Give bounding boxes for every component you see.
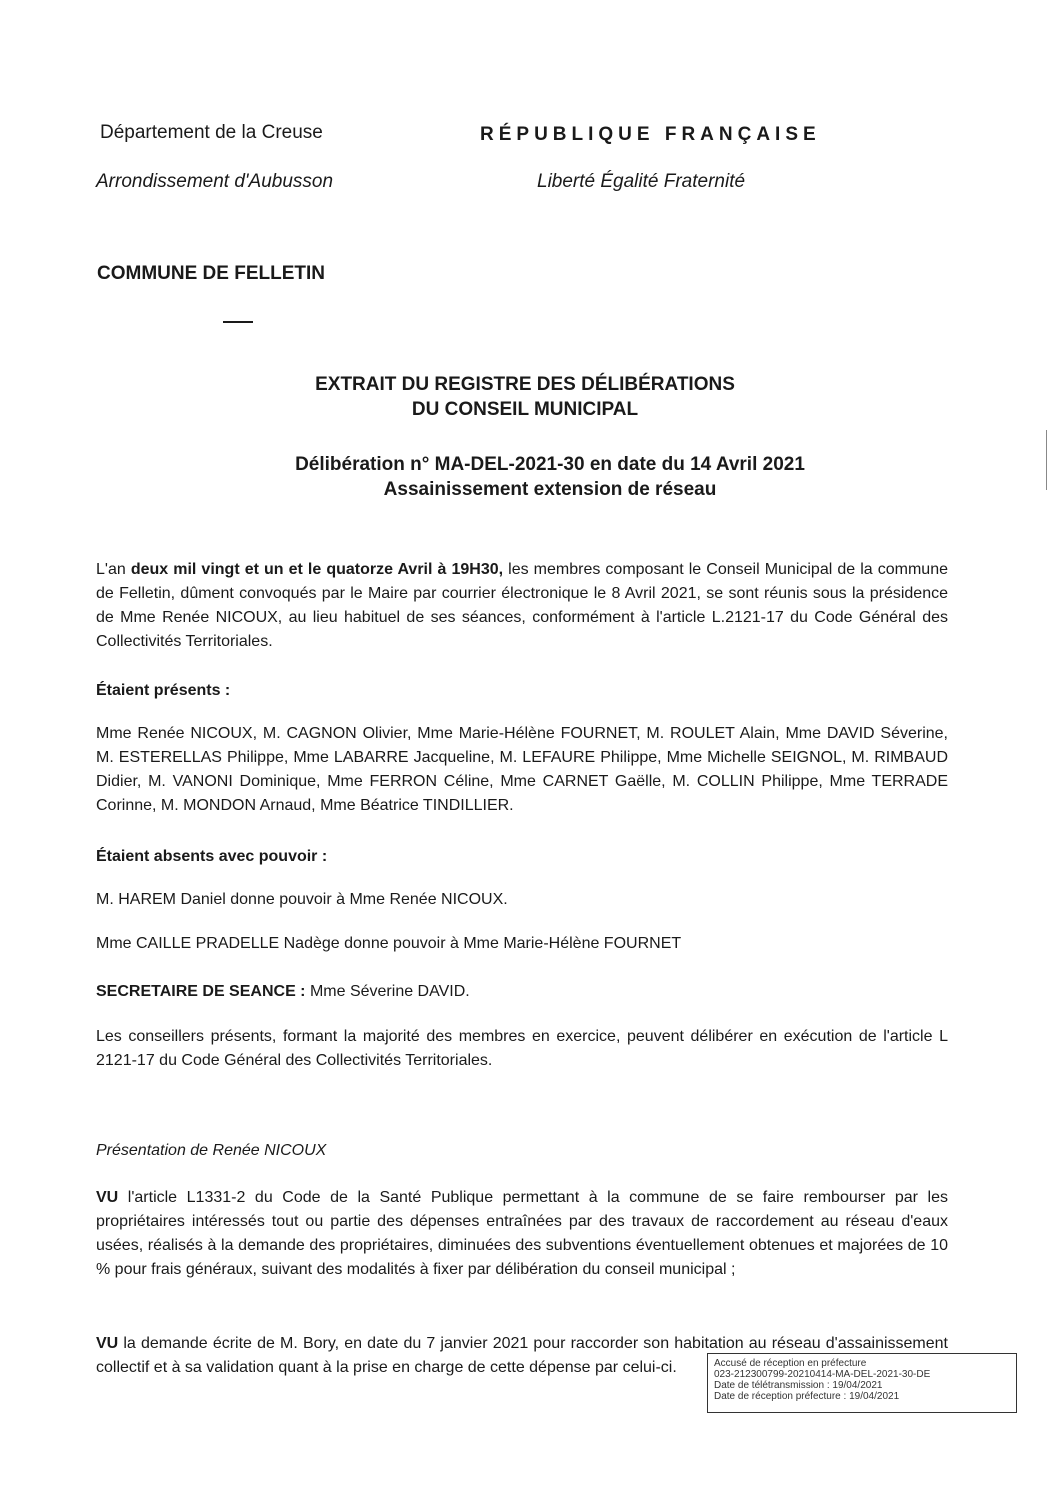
vu1-label: VU xyxy=(96,1189,119,1206)
vu2-label: VU xyxy=(96,1335,119,1352)
separator-dash xyxy=(223,321,253,323)
secretary-label: SECRETAIRE DE SEANCE : xyxy=(96,983,306,1000)
stamp-line-2: 023-212300799-20210414-MA-DEL-2021-30-DE xyxy=(714,1369,931,1380)
republic-heading: RÉPUBLIQUE FRANÇAISE xyxy=(480,124,821,145)
deliberation-subject: Assainissement extension de réseau xyxy=(383,479,717,500)
register-title-line1: EXTRAIT DU REGISTRE DES DÉLIBÉRATIONS xyxy=(315,374,735,395)
motto-label: Liberté Égalité Fraternité xyxy=(537,171,746,192)
proxy-line-2: Mme CAILLE PRADELLE Nadège donne pouvoir à Mme Marie-Hélène FOURNET xyxy=(96,935,682,952)
secretary-value: Mme Séverine DAVID. xyxy=(305,983,470,1000)
stamp-line-1: Accusé de réception en préfecture xyxy=(714,1358,867,1369)
intro-start: L'an xyxy=(96,561,131,578)
prefecture-receipt-stamp xyxy=(707,1353,1017,1413)
stamp-line-4: Date de réception préfecture : 19/04/2021 xyxy=(714,1391,900,1402)
quorum-paragraph: Les conseillers présents, formant la majorité des membres en exercice, peuvent délibérer en exécution de l'article L 2121-17 du Code Général des Collectivités Territoriales. xyxy=(96,1028,948,1069)
vu2-text: la demande écrite de M. Bory, en date du 7 janvier 2021 pour raccorder son habitation au réseau d'assainissement collectif et à sa validation quant à la prise en charge de cette dépense par celui-ci. xyxy=(96,1335,948,1376)
vu1-text: l'article L1331-2 du Code de la Santé Publique permettant à la commune de se faire rembourser par les propriétaires intéressés tout ou partie des dépenses entraînées par des travaux de raccordement au réseau d'eaux usées, réalisés à la demande des propriétaires, diminuées des subventions éventuellement obtenues et majorées de 10 % pour frais généraux, suivant des modalités à fixer par délibération du conseil municipal ; xyxy=(96,1189,948,1278)
present-list: Mme Renée NICOUX, M. CAGNON Olivier, Mme Marie-Hélène FOURNET, M. ROULET Alain, Mme DAVID Séverine, M. ESTERELLAS Philippe, Mme LABARRE Jacqueline, M. LEFAURE Philippe, Mme Michelle SEIGNOL, M. RIMBAUD Didier, M. VANONI Dominique, Mme FERRON Céline, Mme CARNET Gaëlle, M. COLLIN Philippe, Mme TERRADE Corinne, M. MONDON Arnaud, Mme Béatrice TINDILLIER. xyxy=(96,725,948,814)
present-heading: Étaient présents : xyxy=(96,682,231,699)
intro-paragraph xyxy=(96,558,948,654)
presentation-line: Présentation de Renée NICOUX xyxy=(96,1142,327,1159)
register-title-line2: DU CONSEIL MUNICIPAL xyxy=(411,399,639,420)
scan-edge-mark xyxy=(1046,430,1047,490)
arrondissement-label: Arrondissement d'Aubusson xyxy=(96,171,334,192)
intro-rest: les membres composant le Conseil Municipal de la commune de Felletin, dûment convoqués par le Maire par courrier électronique le 8 Avril 2021, se sont réunis sous la présidence de Mme Renée NICOUX, au lieu habituel de ses séances, conformément à l'article L.2121-17 du Code Général des Collectivités Territoriales. xyxy=(96,561,948,650)
secretary-line xyxy=(96,980,470,1004)
deliberation-number: Délibération n° MA-DEL-2021-30 en date du 14 Avril 2021 xyxy=(295,454,805,475)
department-label: Département de la Creuse xyxy=(100,122,323,143)
stamp-line-3: Date de télétransmission : 19/04/2021 xyxy=(714,1380,883,1391)
absent-heading: Étaient absents avec pouvoir : xyxy=(96,848,328,865)
vu-paragraph-1 xyxy=(96,1186,948,1282)
proxy-line-1: M. HAREM Daniel donne pouvoir à Mme Renée NICOUX. xyxy=(96,891,508,908)
intro-date-bold: deux mil vingt et un et le quatorze Avril à 19H30, xyxy=(130,561,504,578)
commune-name: COMMUNE DE FELLETIN xyxy=(97,263,325,284)
